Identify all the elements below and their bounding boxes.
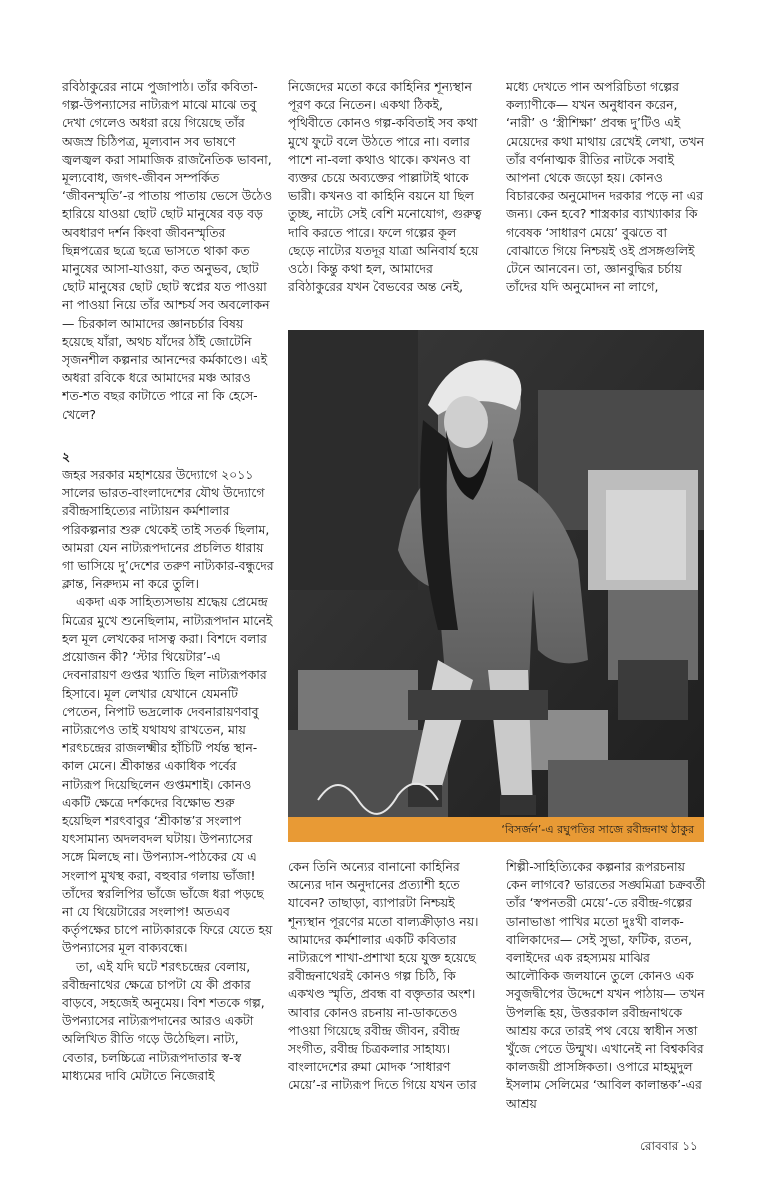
paragraph: মধ্যে দেখতে পান অপরিচিতা গল্পের কল্যাণীকে— যখন অনুধাবন করেন, ‘নারী’ ও ‘স্ত্রীশিক্ষা’ প্রবন্ধ দু’টিও এই মেয়েদের কথা মাথায় রেখেই লেখা, তখন তাঁর বর্ণনাত্মক রীতির নাটকে সবাই আপনা থেকে জড়ো হয়। কোনও বিচারকের অনুমোদন দরকার পড়ে না এর জন্য। কেন হবে? শাস্ত্রকার ব্যাখ্যাকার কি গবেষক ‘সাধারণ মেয়ে’ বুঝতে বা বোঝাতে গিয়ে নিশ্চয়ই ওই প্রসঙ্গগুলিই টেনে আনবেন। তা, জ্ঞানবুদ্ধির চর্চায় তাঁদের যদি অনুমোদন না লাগে,: [506, 79, 705, 295]
photo-caption: ‘বিসর্জন’-এ রঘুপতির সাজে রবীন্দ্রনাথ ঠাকুর: [288, 817, 704, 842]
section-number: ২: [62, 448, 71, 464]
paragraph: তা, এই যদি ঘটে শরৎচন্দ্রের বেলায়, রবীন্দ্রনাথের ক্ষেত্রে চাপটা যে কী প্রকার বাড়বে, সহজেই অনুমেয়। বিশ শতকে গল্প, উপন্যাসের নাট্যরূপদানের আরও একটা অলিখিত রীতি গড়ে উঠেছিল। নাট্য, বেতার, চলচ্চিত্রে নাট্যরূপদাতার স্ব-স্ব মাধ্যমের দাবি মেটাতে নিজেরাই: [62, 958, 265, 1083]
photograph: [288, 330, 704, 842]
paragraph: জহর সরকার মহাশয়ের উদ্যোগে ২০১১ সালের ভারত-বাংলাদেশের যৌথ উদ্যোগে রবীন্দ্রসাহিত্যের নাট্যায়ন কর্মশালার পরিকল্পনার শুরু থেকেই তাই সতর্ক ছিলাম, আমরা যেন নাট্যরূপদানের প্রচলিত ধারায় গা ভাসিয়ে দু’দেশের তরুণ নাট্যকার-বন্ধুদের ক্লান্ত, নিরুদ্যম না করে তুলি।: [62, 467, 274, 592]
paragraph: রবিঠাকুরের নামে পুজাপাঠ। তাঁর কবিতা-গল্প-উপন্যাসের নাট্যরূপ মাঝে মাঝে তবু দেখা গেলেও অধরা রয়ে গিয়েছে তাঁর অজস্র চিঠিপত্র, মূল্যবান সব ভাষণে জ্বলজ্বল করা সামাজিক রাজনৈতিক ভাবনা, মূল্যবোধ, জগৎ-জীবন সম্পর্কিত ‘জীবনস্মৃতি’-র পাতায় পাতায় ভেসে উঠেও হারিয়ে যাওয়া ছোট ছোট মানুষের বড় বড় অবধারণ দর্শন কিংবা জীবনস্মৃতির ছিন্নপত্রের ছত্রে ছত্রে ভাসতে থাকা কত মানুষের আসা-যাওয়া, কত অনুভব, ছোট ছোট মানুষের ছোট ছোট স্বপ্নের যত পাওয়া না পাওয়া নিয়ে তাঁর আশ্চর্য সব অবলোকন— চিরকাল আমাদের জ্ঞানচর্চার বিষয় হয়েছে যাঁরা, অথচ যাঁদের ঠাঁই জোটেনি সৃজনশীল কল্পনার আনন্দের কর্মকাণ্ডে। এই অধরা রবিকে ধরে আমাদের মঞ্চ আরও শত-শত বছর কাটাতে পারে না কি হেসে-খেলে?: [62, 79, 273, 422]
paragraph: নিজেদের মতো করে কাহিনির শূন্যস্থান পূরণ করে নিতেন। একথা ঠিকই, পৃথিবীতে কোনও গল্প-কবিতাই সব কথা মুখে ফুটে বলে উঠতে পারে না। বলার পাশে না-বলা কথাও থাকে। কখনও বা ব্যক্তর চেয়ে অব্যক্তের পাল্লাটাই থাকে ভারী। কখনও বা কাহিনি বয়নে যা ছিল তুচ্ছ, নাট্যে সেই বেশি মনোযোগ, গুরুত্ব দাবি করতে পারে। ফলে গল্পের কূল ছেড়ে নাট্যের যতদূর যাত্রা অনিবার্য হয়ে ওঠে। কিন্তু কথা হল, আমাদের রবিঠাকুরের যখন বৈভবের অন্ত নেই,: [288, 79, 482, 295]
text-column-left: [62, 78, 274, 1118]
text-column-middle-bottom: [288, 858, 486, 1118]
photo-illustration: [288, 330, 704, 842]
text-column-right-bottom: [506, 858, 706, 1118]
paragraph: একদা এক সাহিত্যসভায় শ্রদ্ধেয় প্রেমেন্দ্র মিত্রের মুখে শুনেছিলাম, নাট্যরূপদান মানেই হল মূল লেখকের দাসত্ব করা। বিশদে বলার প্রয়োজন কী? ‘স্টার থিয়েটার’-এ দেবনারায়ণ গুপ্তর খ্যাতি ছিল নাট্যরূপকার হিসাবে। মূল লেখার যেখানে যেমনটি পেতেন, নিপাট ভদ্রলোক দেবনারায়ণবাবু নাট্যরূপেও তাই যথাযথ রাখতেন, মায় শরৎচন্দ্রের রাজলক্ষ্মীর হাঁচিটি পর্যন্ত স্থান-কাল মেনে। শ্রীকান্তর একাধিক পর্বের নাট্যরূপ দিয়েছিলেন গুপ্তমশাই। কোনও একটি ক্ষেত্রে দর্শকদের বিক্ষোভ শুরু হয়েছিল শরৎবাবুর ‘শ্রীকান্ত’র সংলাপ যৎসামান্য অদলবদল ঘটায়। উপন্যাসের সঙ্গে মিলছে না। উপন্যাস-পাঠকের যে এ সংলাপ মুখস্থ করা, বহুবার গলায় ভাঁজা! তাঁদের স্বরলিপির ভাঁজে ভাঁজে ধরা পড়ছে না যে থিয়েটারের সংলাপ! অতএব কর্তৃপক্ষের চাপে নাট্যকারকে ফিরে যেতে হয় উপন্যাসের মূল বাক্যবন্ধে।: [62, 594, 273, 956]
text-column-middle-top: [288, 78, 486, 316]
paragraph: কেন তিনি অন্যের বানানো কাহিনির অন্যের দান অনুদানের প্রত্যাশী হতে যাবেন? তাছাড়া, ব্যাপারটা নিশ্চয়ই শূন্যস্থান পূরণের মতো বাল্যক্রীড়াও নয়। আমাদের কর্মশালার একটি কবিতার নাট্যরূপে শাখা-প্রশাখা হয়ে যুক্ত হয়েছে রবীন্দ্রনাথেরই কোনও গল্প চিঠি, কি একখণ্ড স্মৃতি, প্রবন্ধ বা বক্তৃতার অংশ। আবার কোনও রচনায় না-ডাকতেও পাওয়া গিয়েছে রবীন্দ্র জীবন, রবীন্দ্র সংগীত, রবীন্দ্র চিত্রকলার সাহায্য। বাংলাদেশের রুমা মোদক ‘সাধারণ মেয়ে’-র নাট্যরূপ দিতে গিয়ে যখন তার: [288, 859, 479, 1093]
paragraph: শিল্পী-সাহিত্যিকের কল্পনার রূপরচনায় কেন লাগবে? ভারতের সঙ্ঘমিত্রা চক্রবর্তী তাঁর ‘স্বপনতরী মেয়ে’-তে রবীন্দ্র-গল্পের ডানাভাঙা পাখির মতো দুঃখী বালক-বালিকাদের— সেই সুভা, ফটিক, রতন, বলাইদের এক রহস্যময় মাঝির আলৌকিক জলযানে তুলে কোনও এক সবুজদ্বীপের উদ্দেশে যখন পাঠায়— তখন উপলব্ধি হয়, উত্তরকাল রবীন্দ্রনাথকে আশ্রয় করে তারই পথ বেয়ে স্বাধীন সত্তা খুঁজে পেতে উন্মুখ। এখানেই না বিশ্বকবির কালজয়ী প্রাসঙ্গিকতা। ওপারে মাহমুদুল ইসলাম সেলিমের ‘আবিল কালান্তক’-এর আশ্রয়: [506, 859, 706, 1111]
page-footer: রোববার ১১: [640, 1139, 698, 1153]
text-column-right-top: [506, 78, 706, 316]
